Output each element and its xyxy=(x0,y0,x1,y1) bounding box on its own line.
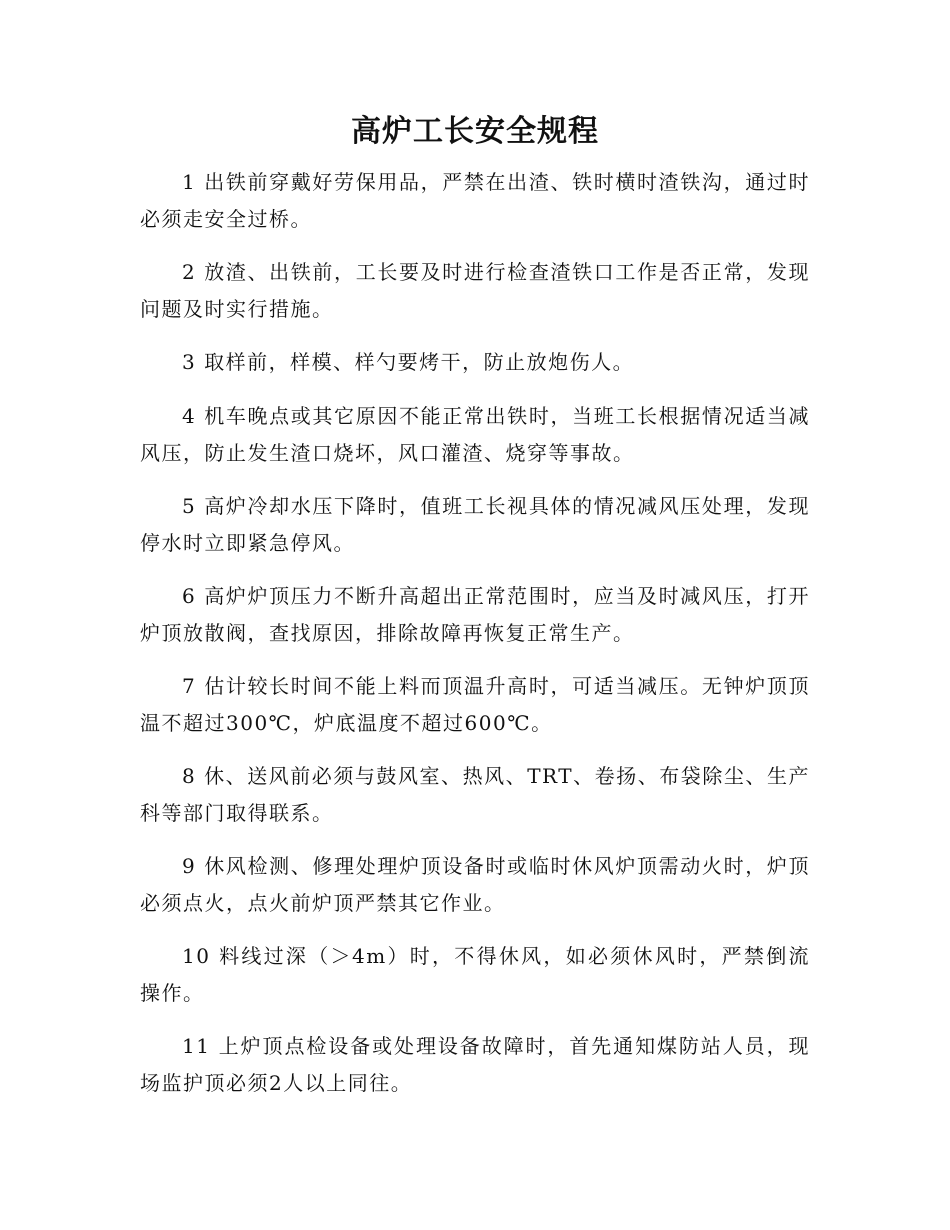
rule-item: 9 休风检测、修理处理炉顶设备时或临时休风炉顶需动火时，炉顶必须点火，点火前炉顶严禁其它作业。 xyxy=(140,854,810,915)
rule-item: 2 放渣、出铁前，工长要及时进行检查渣铁口工作是否正常，发现问题及时实行措施。 xyxy=(140,260,810,321)
rule-item: 3 取样前，样模、样勺要烤干，防止放炮伤人。 xyxy=(182,350,635,374)
rule-item: 4 机车晚点或其它原因不能正常出铁时，当班工长根据情况适当减风压，防止发生渣口烧坏，风口灌渣、烧穿等事故。 xyxy=(140,404,810,465)
rule-item: 5 高炉冷却水压下降时，值班工长视具体的情况减风压处理，发现停水时立即紧急停风。 xyxy=(140,494,810,555)
rule-item: 8 休、送风前必须与鼓风室、热风、TRT、卷扬、布袋除尘、生产科等部门取得联系。 xyxy=(140,764,810,825)
rule-item: 7 估计较长时间不能上料而顶温升高时，可适当减压。无钟炉顶顶温不超过300℃，炉底温度不超过600℃。 xyxy=(140,674,810,735)
rules-list xyxy=(140,164,810,1118)
document-page xyxy=(140,0,810,1230)
document-title: 高炉工长安全规程 xyxy=(351,114,599,149)
rule-item: 1 出铁前穿戴好劳保用品，严禁在出渣、铁时横时渣铁沟，通过时必须走安全过桥。 xyxy=(140,170,810,231)
rule-item: 6 高炉炉顶压力不断升高超出正常范围时，应当及时减风压，打开炉顶放散阀，查找原因，排除故障再恢复正常生产。 xyxy=(140,584,810,645)
rule-item: 10 料线过深（＞4m）时，不得休风，如必须休风时，严禁倒流操作。 xyxy=(140,944,810,1005)
rule-item: 11 上炉顶点检设备或处理设备故障时，首先通知煤防站人员，现场监护顶必须2人以上同往。 xyxy=(140,1034,810,1095)
